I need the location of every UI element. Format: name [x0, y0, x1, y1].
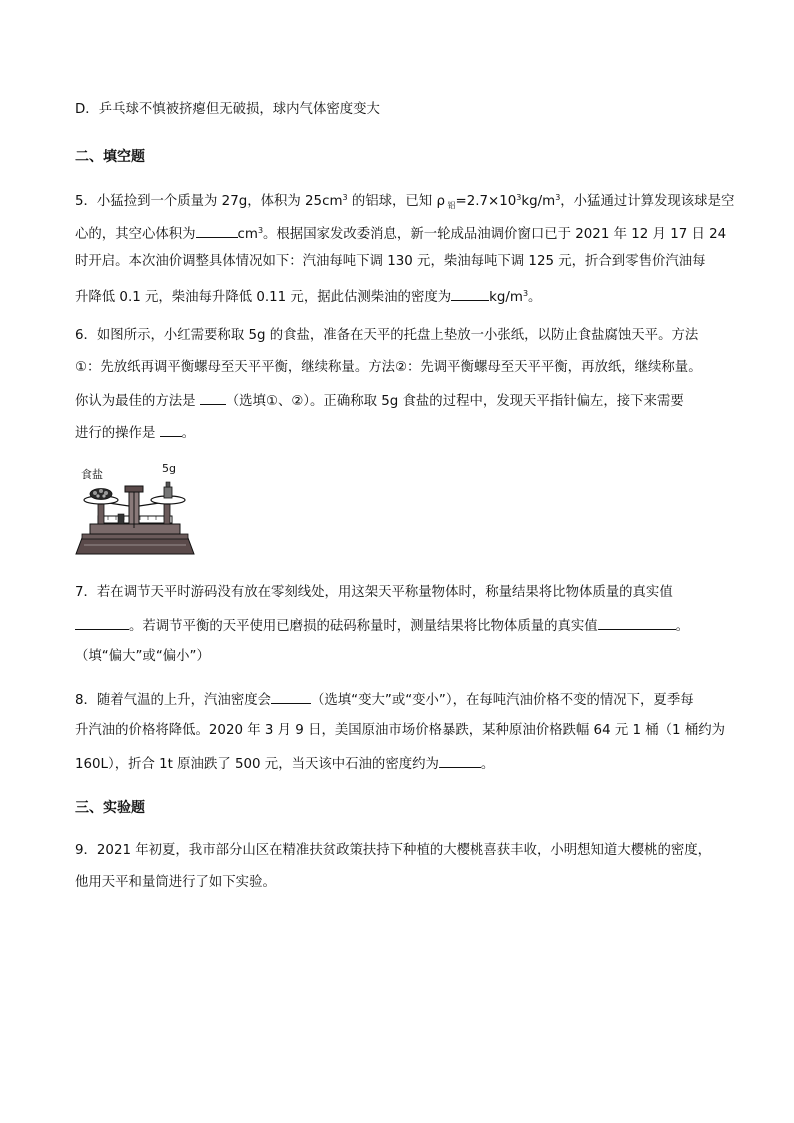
answer-blank[interactable] — [439, 754, 481, 768]
q9-line-1: 9．2021 年初夏，我市部分山区在精准扶贫政策扶持下种植的大樱桃喜获丰收，小明想知道大樱桃的密度， — [75, 843, 712, 858]
q8-line-3: 160L），折合 1t 原油跌了 500 元，当天该中石油的密度约为 。 — [75, 754, 494, 774]
section-heading-fill: 二、填空题 — [75, 149, 145, 165]
q5-line-2: 心的，其空心体积为 $cm^3$。根据国家发改委消息，新一轮成品油调价窗口已于 2021 年 12 月 17 日 24 — [75, 226, 727, 242]
answer-blank[interactable] — [451, 287, 489, 301]
answer-blank[interactable] — [200, 391, 226, 405]
q8-line-2: 升汽油的价格将降低。2020 年 3 月 9 日，美国原油市场价格暴跌，某种原油价格跌幅 64 元 1 桶（1 桶约为 — [75, 723, 725, 738]
section-heading-experiment: 三、实验题 — [75, 800, 145, 816]
weight-label: 5g — [162, 462, 176, 475]
answer-blank[interactable] — [160, 423, 182, 437]
answer-blank[interactable] — [75, 616, 129, 630]
q6-line-3: 你认为最佳的方法是 （选填①、②）。正确称取 5g 食盐的过程中，发现天平指针偏左，接下来需要 — [75, 391, 684, 411]
q7-line-1: 7．若在调节天平时游码没有放在零刻线处，用这架天平称量物体时，称量结果将比物体质量的真实值 — [75, 585, 673, 600]
answer-blank[interactable] — [196, 224, 238, 238]
q6-line-2: ①：先放纸再调平衡螺母至天平平衡，继续称量。方法②：先调平衡螺母至天平平衡，再放纸，继续称量。 — [75, 360, 702, 375]
q7-line-3: （填“偏大”或“偏小”） — [75, 649, 210, 664]
q8-line-1: 8．随着气温的上升，汽油密度会 （选填“变大”或“变小”），在每吨汽油价格不变的情况下，夏季每 — [75, 690, 694, 710]
q5-line-1: 5．小猛捡到一个质量为 27g，体积为 $25cm^3$ 的铝球，已知 ρ $_铝=2.7\times 10^3kg/m^3$，小猛通过计算发现该球是空 — [75, 193, 735, 210]
q7-line-2: 。若调节平衡的天平使用已磨损的砝码称量时，测量结果将比物体质量的真实值 。 — [75, 616, 689, 636]
balance-scale-figure — [72, 462, 198, 558]
q5-line-3: 时开启。本次油价调整具体情况如下：汽油每吨下调 130 元，柴油每吨下调 125 元，折合到零售价汽油每 — [75, 254, 706, 269]
q6-line-1: 6．如图所示，小红需要称取 5g 的食盐，准备在天平的托盘上垫放一小张纸，以防止食盐腐蚀天平。方法 — [75, 328, 699, 343]
q9-line-2: 他用天平和量筒进行了如下实验。 — [75, 875, 276, 890]
q5-line-4: 升降低 0.1 元，柴油每升降低 0.11 元，据此估测柴油的密度为 $kg/m^3$。 — [75, 289, 542, 305]
q6-line-4: 进行的操作是 。 — [75, 423, 195, 443]
salt-label: 食盐 — [81, 468, 103, 481]
answer-blank[interactable] — [598, 616, 676, 630]
answer-blank[interactable] — [271, 690, 311, 704]
option-d: D．乒乓球不慎被挤瘪但无破损，球内气体密度变大 — [75, 102, 380, 117]
